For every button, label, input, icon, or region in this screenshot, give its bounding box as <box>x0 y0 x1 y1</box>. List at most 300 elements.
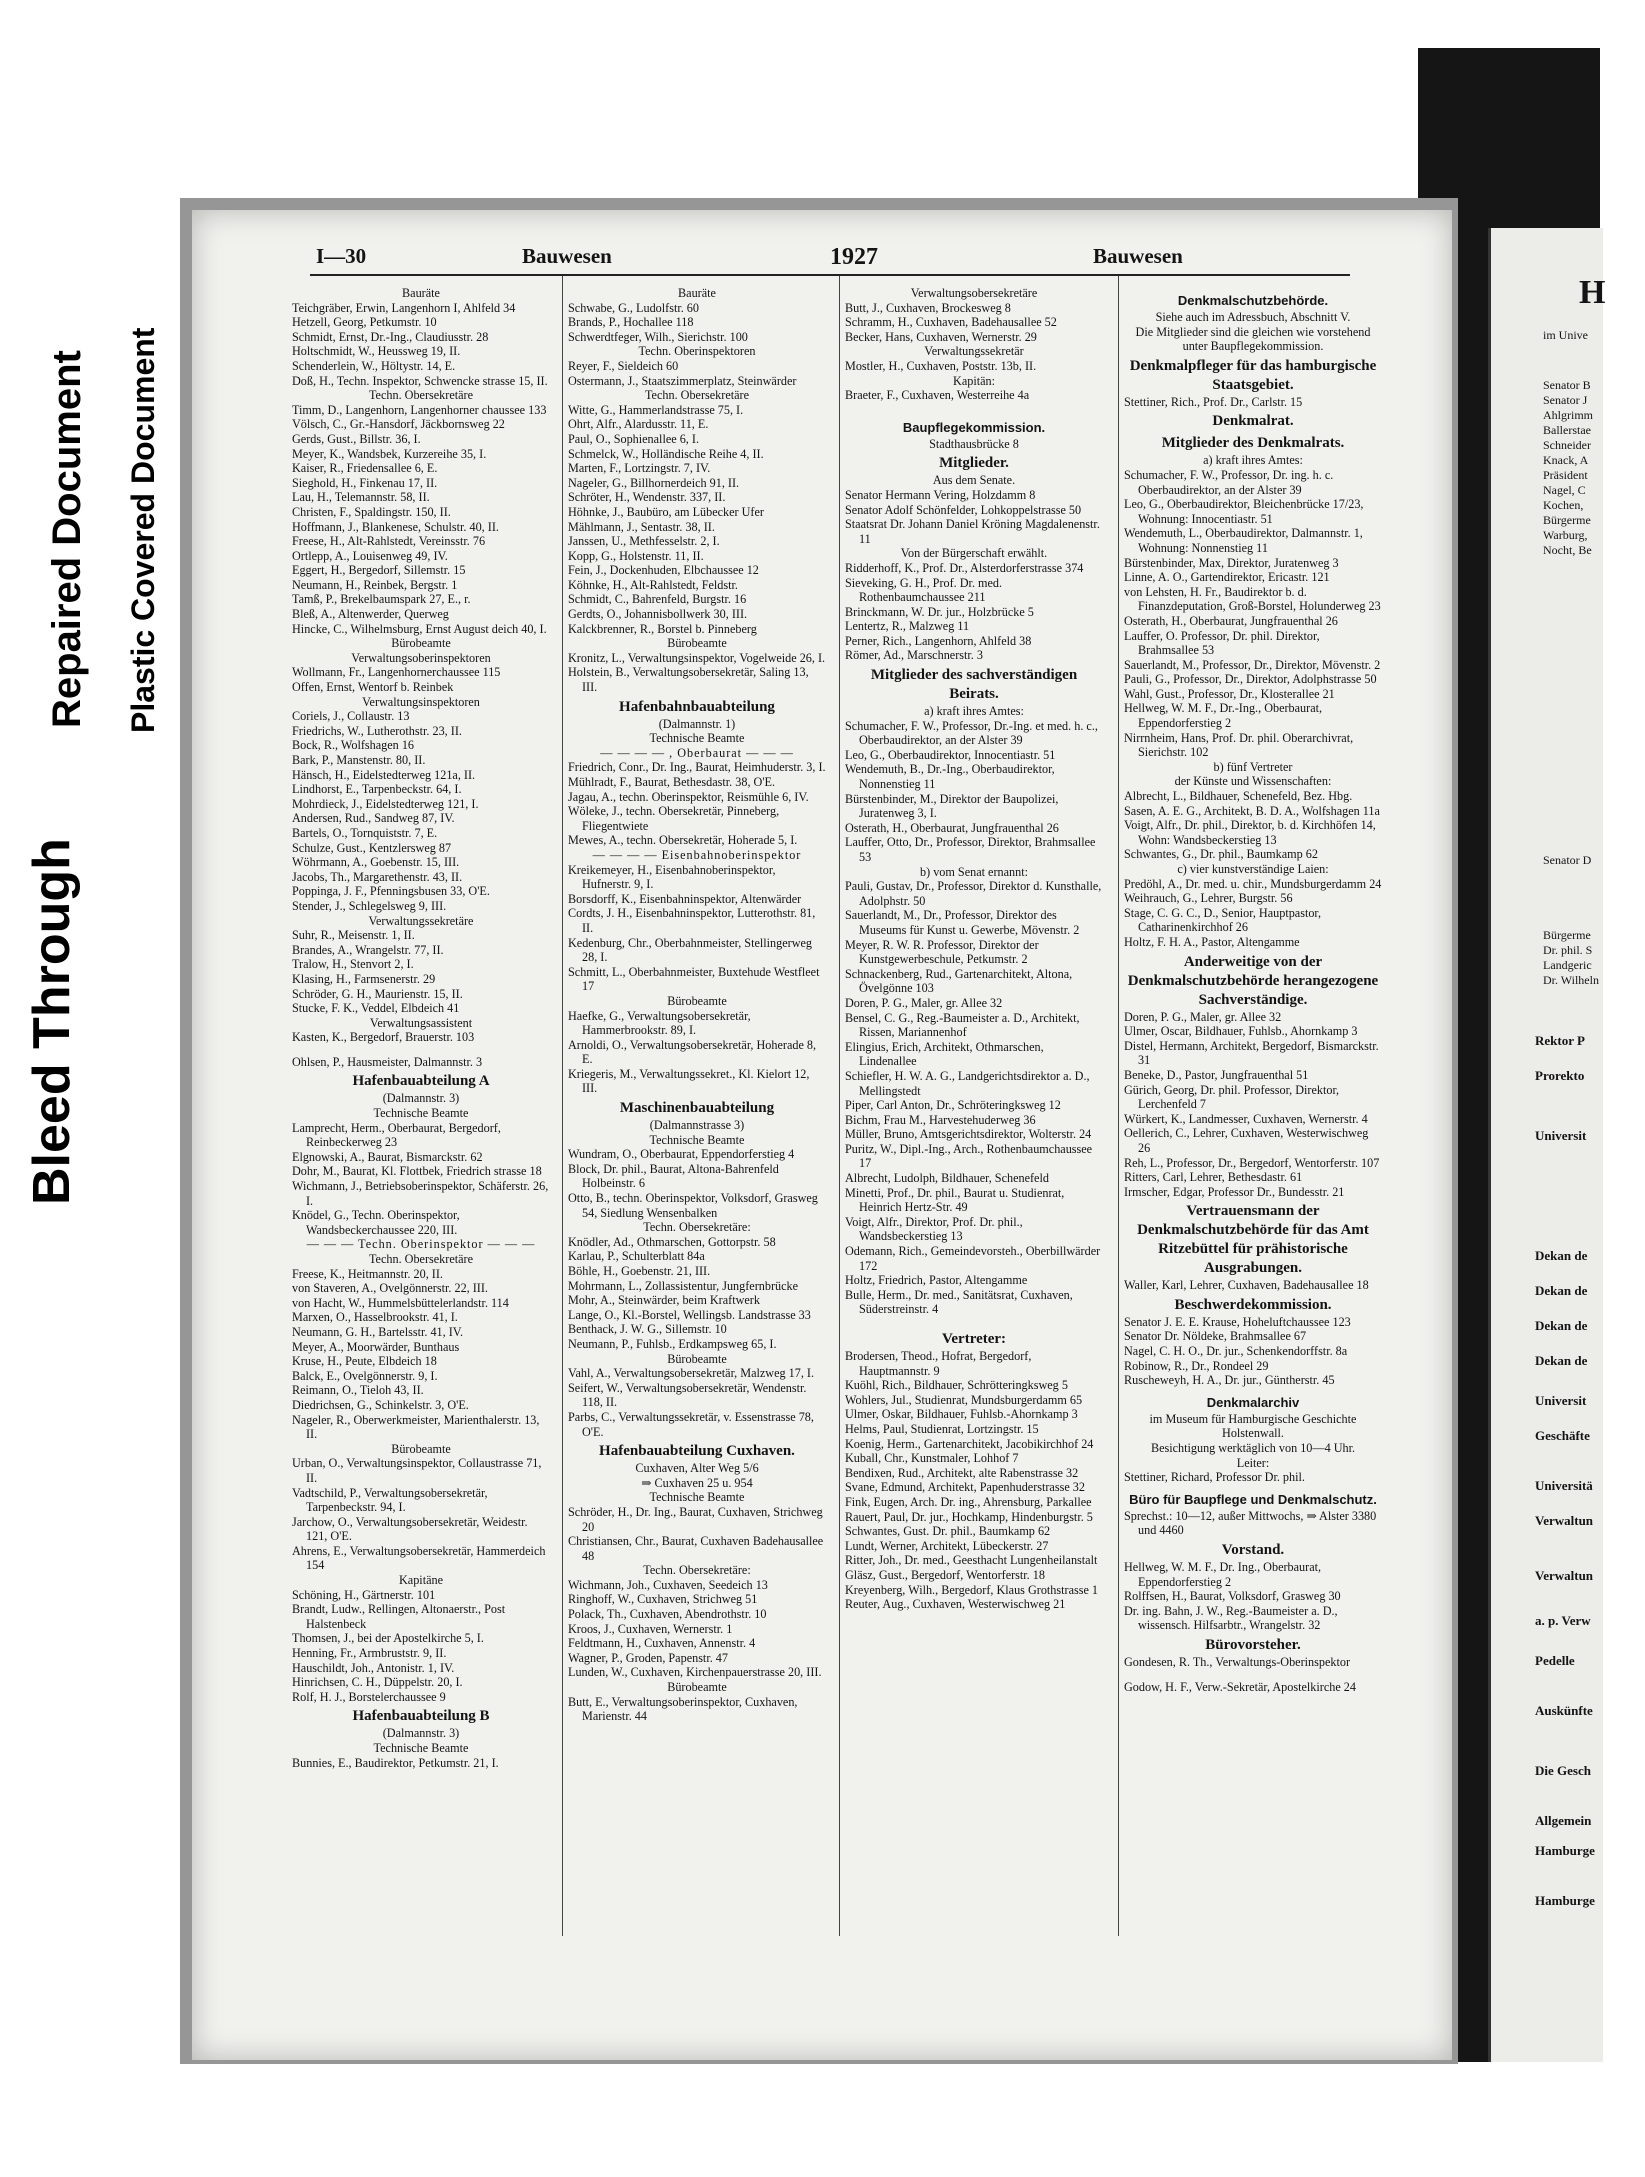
list-entry: Mühlradt, F., Baurat, Bethesdastr. 38, O'E. <box>568 775 776 789</box>
section-heading-bold: Denkmalarchiv <box>1206 1394 1300 1410</box>
list-entry: Hellweg, W. M. F., Dr. Ing., Oberbaurat, Eppendorferstieg 2 <box>1124 1560 1322 1589</box>
list-entry: Schwantes, G., Dr. phil., Baumkamp 62 <box>1124 847 1318 862</box>
list-entry: Senator Dr. Nöldeke, Brahmsallee 67 <box>1124 1329 1307 1344</box>
page-number: I—30 <box>316 244 367 268</box>
section-heading: Anderweitige von der Denkmalschutzbehörde herangezogene Sachverständige. <box>1127 953 1379 1008</box>
list-entry: Seifert, W., Verwaltungsobersekretär, Wendenstr. 118, II. <box>568 1380 807 1410</box>
subheading: ⇒ Cuxhaven 25 u. 954 <box>641 1475 753 1490</box>
list-entry: Butt, J., Cuxhaven, Brockesweg 8 <box>845 300 1011 315</box>
list-entry: Wendemuth, B., Dr.-Ing., Oberbaudirektor, Nonnenstieg 11 <box>845 762 1055 792</box>
list-entry: Reuter, Aug., Cuxhaven, Westerwischweg 21 <box>845 1597 1066 1612</box>
list-entry: Ulmer, Oskar, Bildhauer, Fuhlsb.-Ahornkamp 3 <box>845 1407 1078 1422</box>
list-entry: Coriels, J., Collaustr. 13 <box>292 709 410 724</box>
list-entry: Polack, Th., Cuxhaven, Abendrothstr. 10 <box>568 1607 767 1622</box>
adjacent-page-text: Landgeric <box>1543 958 1592 972</box>
list-entry: Kaiser, R., Friedensallee 6, E. <box>292 461 438 476</box>
list-entry: Henning, Fr., Armbruststr. 9, II. <box>292 1646 447 1661</box>
list-entry: Karlau, P., Schulterblatt 84a <box>568 1249 705 1264</box>
subheading: (Dalmannstr. 1) <box>658 716 736 731</box>
list-entry: Schmitt, L., Oberbahnmeister, Buxtehude Westfleet 17 <box>568 964 820 994</box>
list-entry: Nirrnheim, Hans, Prof. Dr. phil. Oberarchivrat, Sierichstr. 102 <box>1124 730 1354 760</box>
list-entry: Senator Hermann Vering, Holzdamm 8 <box>845 487 1036 502</box>
list-entry: Brinckmann, W. Dr. jur., Holzbrücke 5 <box>845 604 1034 619</box>
header-rule <box>310 274 1350 276</box>
list-entry: Lunden, W., Cuxhaven, Kirchenpauerstrasse 20, III. <box>568 1665 822 1680</box>
subheading: Bauräte <box>678 286 716 300</box>
list-entry: Jarchow, O., Verwaltungsobersekretär, Weidestr. 121, O'E. <box>292 1514 528 1544</box>
list-entry: Thomsen, J., bei der Apostelkirche 5, I. <box>292 1631 484 1646</box>
list-entry: Rolf, H. J., Borstelerchaussee 9 <box>292 1689 446 1704</box>
list-entry: Bock, R., Wolfshagen 16 <box>292 738 415 753</box>
list-entry: Janssen, U., Methfesselstr. 2, I. <box>568 534 720 549</box>
list-entry: Schöning, H., Gärtnerstr. 101 <box>292 1587 436 1602</box>
list-entry: Neumann, H., Reinbek, Bergstr. 1 <box>292 577 458 592</box>
list-entry: Klasing, H., Farmsenerstr. 29 <box>292 971 436 986</box>
list-entry: Sieghold, H., Finkenau 17, II. <box>292 475 438 490</box>
adjacent-page-text: Senator J <box>1543 393 1588 407</box>
list-entry: Benthack, J. W. G., Sillemstr. 10 <box>568 1322 727 1337</box>
vacancy-line: — — — — , Oberbaurat — — — <box>600 745 794 760</box>
subheading: Verwaltungsoberinspektoren <box>351 650 491 665</box>
list-entry: Predöhl, A., Dr. med. u. chir., Mundsburgerdamm 24 <box>1124 876 1382 891</box>
adjacent-page-text: Rektor P <box>1535 1033 1585 1048</box>
adjacent-page-text: Präsident <box>1543 468 1588 482</box>
list-entry: Fein, J., Dockenhuden, Elbchaussee 12 <box>568 563 759 578</box>
list-entry: Tralow, H., Stenvort 2, I. <box>292 957 414 972</box>
subheading: Verwaltungsobersekretäre <box>910 286 1038 300</box>
list-entry: Stettiner, Rich., Prof. Dr., Carlstr. 15 <box>1124 394 1303 409</box>
subheading: Die Mitglieder sind die gleichen wie vorstehend unter Baupflegekommission. <box>1135 324 1371 354</box>
subheading: der Künste und Wissenschaften: <box>1174 774 1332 789</box>
list-entry: Holtz, Friedrich, Pastor, Altengamme <box>845 1273 1028 1288</box>
list-entry: Holtschmidt, W., Heussweg 19, II. <box>292 344 461 359</box>
list-entry: Teichgräber, Erwin, Langenhorn I, Ahlfeld 34 <box>292 300 516 315</box>
adjacent-page-text: Verwaltun <box>1535 1568 1594 1583</box>
list-entry: Wöhrmann, A., Goebenstr. 15, III. <box>292 855 460 870</box>
adjacent-page-text: Schneider <box>1543 438 1591 452</box>
adjacent-page-text: Senator B <box>1543 378 1591 392</box>
list-entry: Mohrmann, L., Zollassistentur, Jungfernbrücke <box>568 1278 799 1293</box>
subheading: Bürobeamte <box>391 1441 451 1456</box>
list-entry: Lentertz, R., Malzweg 11 <box>845 619 970 634</box>
list-entry: Friedrichs, W., Lutherothstr. 23, II. <box>292 723 462 738</box>
adjacent-page-text: Universitä <box>1535 1478 1593 1493</box>
bottom-margin <box>0 2064 1600 2177</box>
list-entry: Butt, E., Verwaltungsoberinspektor, Cuxhaven, Marienstr. 44 <box>568 1694 798 1724</box>
subheading: Techn. Obersekretäre: <box>643 1563 751 1578</box>
list-entry: Wollmann, Fr., Langenhornerchaussee 115 <box>292 665 501 680</box>
list-entry: Linne, A. O., Gartendirektor, Ericastr. 121 <box>1124 570 1330 585</box>
adjacent-page-text: Bürgerme <box>1543 928 1591 942</box>
list-entry: Reyer, F., Sieldeich 60 <box>568 358 679 373</box>
list-entry: Bulle, Herm., Dr. med., Sanitätsrat, Cuxhaven, Süderstreinstr. 4 <box>845 1287 1073 1317</box>
list-entry: Odemann, Rich., Gemeindevorsteh., Oberbillwärder 172 <box>845 1244 1101 1273</box>
section-title-left: Bauwesen <box>522 244 612 268</box>
list-entry: Höhnke, J., Baubüro, am Lübecker Ufer <box>568 504 764 519</box>
list-entry: Feldtmann, H., Cuxhaven, Annenstr. 4 <box>568 1636 756 1651</box>
adjacent-page-text: Prorekto <box>1535 1068 1585 1083</box>
page-year: 1927 <box>830 244 878 270</box>
list-entry: Ruscheweyh, H. A., Dr. jur., Güntherstr. 45 <box>1124 1373 1335 1388</box>
list-entry: Schröder, H., Dr. Ing., Baurat, Cuxhaven, Strichweg 20 <box>568 1504 823 1534</box>
adjacent-page-text: Ballerstae <box>1543 423 1591 437</box>
list-entry: Schröter, H., Wendenstr. 337, II. <box>568 490 726 505</box>
list-entry: Senator J. E. E. Krause, Hoheluftchaussee 123 <box>1124 1314 1351 1329</box>
list-entry: Hänsch, H., Eidelstedterweg 121a, II. <box>292 767 476 782</box>
vacancy-line: — — — Techn. Oberinspektor — — — <box>306 1237 536 1252</box>
adjacent-page-text: Ahlgrimm <box>1543 408 1593 422</box>
adjacent-page-text: Universit <box>1535 1393 1587 1408</box>
list-entry: Würkert, K., Landmesser, Cuxhaven, Wernerstr. 4 <box>1124 1111 1368 1126</box>
list-entry: Svane, Edmund, Architekt, Papenhuderstrasse 32 <box>845 1480 1085 1495</box>
adjacent-page-text: Pedelle <box>1535 1653 1575 1668</box>
subheading: Kapitän: <box>953 373 995 388</box>
adjacent-page-fragment <box>1488 228 1606 2062</box>
list-entry: Bark, P., Manstenstr. 80, II. <box>292 753 426 767</box>
list-entry: Fink, Eugen, Arch. Dr. ing., Ahrensburg, Parkallee <box>845 1494 1092 1509</box>
list-entry: Stender, J., Schlegelsweg 9, III. <box>292 898 447 913</box>
list-entry: Paul, O., Sophienallee 6, I. <box>568 431 699 446</box>
list-entry: Koenig, Herm., Gartenarchitekt, Jacobikirchhof 24 <box>845 1436 1094 1451</box>
section-heading: Hafenbauabteilung Cuxhaven. <box>599 1443 795 1460</box>
list-entry: Elingius, Erich, Architekt, Othmarschen, Lindenallee <box>845 1039 1044 1069</box>
subheading: Bürobeamte <box>667 1351 727 1366</box>
list-entry: Brandt, Ludw., Rellingen, Altonaerstr., Post Halstenbeck <box>292 1602 506 1631</box>
list-entry: Rauert, Paul, Dr. jur., Hochkamp, Hindenburgstr. 5 <box>845 1509 1093 1524</box>
list-entry: Friedrich, Conr., Dr. Ing., Baurat, Heimhuderstr. 3, I. <box>568 760 826 775</box>
subheading: Technische Beamte <box>649 731 745 746</box>
subheading: Techn. Obersekretäre <box>368 388 474 403</box>
list-entry: Parbs, C., Verwaltungssekretär, v. Essenstrasse 78, O'E. <box>568 1409 814 1439</box>
adjacent-page-text: Universit <box>1535 1128 1587 1143</box>
list-entry: Perner, Rich., Langenhorn, Ahlfeld 38 <box>845 633 1032 648</box>
list-entry: Piper, Carl Anton, Dr., Schröteringksweg 12 <box>845 1098 1061 1113</box>
subheading: Technische Beamte <box>649 1132 745 1147</box>
list-entry: Sprechst.: 10—12, außer Mittwochs, ⇒ Alster 3380 und 4460 <box>1124 1508 1377 1538</box>
list-entry: Freese, H., Alt-Rahlstedt, Vereinsstr. 76 <box>292 534 486 549</box>
list-entry: Gerds, Gust., Billstr. 36, I. <box>292 431 421 446</box>
list-entry: Marxen, O., Hasselbrookstr. 41, I. <box>292 1310 458 1325</box>
list-entry: Kuöhl, Rich., Bildhauer, Schrötteringksweg 5 <box>845 1378 1068 1393</box>
text-column-1 <box>292 286 550 1770</box>
list-entry: Völsch, C., Gr.-Hansdorf, Jäckbornsweg 22 <box>292 417 505 432</box>
list-entry: Doß, H., Techn. Inspektor, Schwencke strasse 15, II. <box>292 373 548 388</box>
list-entry: Schmelck, W., Holländische Reihe 4, II. <box>568 446 764 461</box>
list-entry: Waller, Karl, Lehrer, Cuxhaven, Badehausallee 18 <box>1124 1278 1369 1293</box>
list-entry: Kroos, J., Cuxhaven, Wernerstr. 1 <box>568 1621 733 1636</box>
subheading: Von der Bürgerschaft erwählt. <box>900 546 1048 561</box>
column-divider <box>839 276 840 1936</box>
list-entry: Lauffer, Otto, Dr., Professor, Direktor, Brahmsallee 53 <box>845 835 1096 864</box>
list-entry: Dohr, M., Baurat, Kl. Flottbek, Friedrich strasse 18 <box>292 1164 542 1179</box>
list-entry: Senator Adolf Schönfelder, Lohkoppelstrasse 50 <box>845 502 1082 517</box>
list-entry: Mohr, A., Steinwärder, beim Kraftwerk <box>568 1293 760 1308</box>
list-entry: Köhnke, H., Alt-Rahlstedt, Feldstr. <box>568 577 738 592</box>
list-entry: Bensel, C. G., Reg.-Baumeister a. D., Architekt, Rissen, Mariannenhof <box>845 1010 1080 1040</box>
adjacent-page-text: Hamburge <box>1535 1893 1595 1908</box>
section-heading: Bürovorsteher. <box>1205 1636 1301 1653</box>
subheading: a) kraft ihres Amtes: <box>924 704 1024 719</box>
list-entry: von Hacht, W., Hummelsbüttelerlandstr. 114 <box>292 1295 509 1310</box>
subheading: Technische Beamte <box>649 1490 745 1505</box>
list-entry: Schumacher, F. W., Professor, Dr.-Ing. et med. h. c., Oberbaudirektor, an der Alster 39 <box>845 718 1098 748</box>
adjacent-page-text: Geschäfte <box>1535 1428 1590 1443</box>
list-entry: Offen, Ernst, Wentorf b. Reinbek <box>292 680 454 695</box>
list-entry: von Lehsten, H. Fr., Baudirektor b. d. Finanzdeputation, Groß-Borstel, Holunderweg 23 <box>1124 584 1381 614</box>
spacer <box>292 1045 550 1055</box>
subheading: Verwaltungssekretäre <box>368 913 474 928</box>
list-entry: Mostler, H., Cuxhaven, Poststr. 13b, II. <box>845 358 1037 373</box>
adjacent-page-text: Nocht, Be <box>1543 543 1592 557</box>
list-entry: Ulmer, Oscar, Bildhauer, Fuhlsb., Ahornkamp 3 <box>1124 1024 1358 1039</box>
list-entry: Reh, L., Professor, Dr., Bergedorf, Wentorferstr. 107 <box>1124 1155 1380 1170</box>
list-entry: Stettiner, Richard, Professor Dr. phil. <box>1124 1470 1305 1485</box>
subheading: Bauräte <box>402 286 440 300</box>
list-entry: Holtz, F. H. A., Pastor, Altengamme <box>1124 934 1300 949</box>
list-entry: Meyer, K., Wandsbek, Kurzereihe 35, I. <box>292 446 487 461</box>
list-entry: Wendemuth, L., Oberbaudirektor, Dalmannstr. 1, Wohnung: Nonnenstieg 11 <box>1124 526 1363 555</box>
list-entry: Ohlsen, P., Hausmeister, Dalmannstr. 3 <box>292 1054 483 1069</box>
list-entry: Schmidt, C., Bahrenfeld, Burgstr. 16 <box>568 592 747 607</box>
section-heading: Denkmalrat. <box>1212 413 1294 430</box>
adjacent-page-text: Senator D <box>1543 853 1592 867</box>
subheading: b) vom Senat ernannt: <box>920 864 1028 879</box>
list-entry: Robinow, R., Dr., Rondeel 29 <box>1124 1358 1269 1373</box>
list-entry: Wundram, O., Oberbaurat, Eppendorferstieg 4 <box>568 1147 795 1162</box>
list-entry: Pauli, Gustav, Dr., Professor, Direktor d. Kunsthalle, Adolphstr. 50 <box>845 879 1102 908</box>
list-entry: Voigt, Alfr., Direktor, Prof. Dr. phil., Wandsbeckerstieg 13 <box>845 1214 1023 1244</box>
list-entry: Kopp, G., Holstenstr. 11, II. <box>568 548 704 563</box>
subheading: c) vier kunstverständige Laien: <box>1177 862 1329 876</box>
list-entry: Schumacher, F. W., Professor, Dr. ing. h. c. Oberbaudirektor, an der Alster 39 <box>1124 467 1334 497</box>
list-entry: Bürstenbinder, M., Direktor der Baupolizei, Juratenweg 3, I. <box>845 791 1059 821</box>
list-entry: Sasen, A. E. G., Architekt, B. D. A., Wolfshagen 11a <box>1124 803 1380 818</box>
list-entry: Osterath, H., Oberbaurat, Jungfrauenthal 26 <box>1124 613 1338 628</box>
subheading: Verwaltungsinspektoren <box>362 694 480 709</box>
list-entry: Dr. ing. Bahn, J. W., Reg.-Baumeister a. D., wissensch. Hilfsarbtr., Wrangelstr. 32 <box>1124 1603 1338 1633</box>
list-entry: Neumann, G. H., Bartelsstr. 41, IV. <box>292 1324 464 1339</box>
list-entry: Kuball, Chr., Kunstmaler, Lohhof 7 <box>845 1451 1019 1466</box>
adjacent-page-text: Dr. Wilheln <box>1543 973 1599 987</box>
subheading: Cuxhaven, Alter Weg 5/6 <box>635 1461 759 1476</box>
list-entry: Leo, G., Oberbaudirektor, Innocentiastr. 51 <box>845 747 1056 762</box>
list-entry: Vadtschild, P., Verwaltungsobersekretär, Tarpenbeckstr. 94, I. <box>292 1485 488 1515</box>
spacer <box>845 1317 1103 1327</box>
subheading: a) kraft ihres Amtes: <box>1203 453 1303 468</box>
section-heading: Maschinenbauabteilung <box>619 1100 775 1117</box>
list-entry: Albrecht, L., Bildhauer, Schenefeld, Bez. Hbg. <box>1124 789 1353 804</box>
list-entry: Stage, C. G. C., D., Senior, Hauptpastor, Catharinenkirchhof 26 <box>1124 905 1322 935</box>
list-entry: Albrecht, Ludolph, Bildhauer, Schenefeld <box>845 1171 1049 1186</box>
section-heading: Mitglieder. <box>939 455 1009 472</box>
list-entry: Hauschildt, Joh., Antonistr. 1, IV. <box>292 1660 455 1675</box>
section-heading: Hafenbauabteilung A <box>352 1073 490 1090</box>
list-entry: Braeter, F., Cuxhaven, Westerreihe 4a <box>845 388 1030 403</box>
subheading: Bürobeamte <box>391 636 451 651</box>
subheading: Siehe auch im Adressbuch, Abschnitt V. <box>1155 310 1351 324</box>
list-entry: Otto, B., techn. Oberinspektor, Volksdorf, Grasweg 54, Siedlung Wensenbalken <box>568 1191 818 1220</box>
adjacent-page-text: a. p. Verw <box>1535 1613 1591 1628</box>
list-entry: Andersen, Rud., Sandweg 87, IV. <box>292 811 455 826</box>
list-entry: Osterath, H., Oberbaurat, Jungfrauenthal 26 <box>845 820 1059 835</box>
adjacent-page-text: Die Gesch <box>1535 1763 1591 1778</box>
list-entry: Bunnies, E., Baudirektor, Petkumstr. 21, I. <box>292 1755 499 1770</box>
adjacent-page-text: im Unive <box>1543 328 1588 342</box>
list-entry: Leo, G., Oberbaudirektor, Bleichenbrücke 17/23, Wohnung: Innocentiastr. 51 <box>1124 497 1364 526</box>
list-entry: Hoffmann, J., Blankenese, Schulstr. 40, II. <box>292 519 499 534</box>
subheading: Bürobeamte <box>667 993 727 1008</box>
list-entry: Gondesen, R. Th., Verwaltungs-Oberinspektor <box>1124 1654 1350 1669</box>
list-entry: Kreikemeyer, H., Eisenbahnoberinspektor, Hufnerstr. 9, I. <box>568 862 776 892</box>
list-entry: Kronitz, L., Verwaltungsinspektor, Vogelweide 26, I. <box>568 650 826 665</box>
list-entry: Ritters, Carl, Lehrer, Bethesdastr. 61 <box>1124 1170 1303 1185</box>
list-entry: Distel, Hermann, Architekt, Bergedorf, Bismarckstr. 31 <box>1124 1038 1379 1068</box>
subheading: Techn. Oberinspektoren <box>638 344 756 359</box>
list-entry: Kalckbrenner, R., Borstel b. Pinneberg <box>568 621 757 636</box>
list-entry: Wohlers, Jul., Studienrat, Mundsburgerdamm 65 <box>845 1392 1083 1407</box>
list-entry: Beneke, D., Pastor, Jungfrauenthal 51 <box>1124 1067 1309 1082</box>
list-entry: Doren, P. G., Maler, gr. Allee 32 <box>1124 1009 1282 1024</box>
list-entry: Schwerdtfeger, Wilh., Sierichstr. 100 <box>568 329 748 344</box>
subheading: Besichtigung werktäglich von 10—4 Uhr. <box>1150 1441 1356 1456</box>
list-entry: Arnoldi, O., Verwaltungsobersekretär, Hoherade 8, E. <box>568 1037 817 1067</box>
list-entry: Schramm, H., Cuxhaven, Badehausallee 52 <box>845 315 1057 330</box>
list-entry: Wagner, P., Groden, Papenstr. 47 <box>568 1650 728 1665</box>
list-entry: Schulze, Gust., Kentzlersweg 87 <box>292 840 452 855</box>
list-entry: Haefke, G., Verwaltungsobersekretär, Hammerbrookstr. 89, I. <box>568 1008 751 1038</box>
list-entry: Voigt, Alfr., Dr. phil., Direktor, b. d. Kirchhöfen 14, Wohn: Wandsbeckerstieg 13 <box>1124 818 1376 847</box>
subheading: Bürobeamte <box>667 1680 727 1695</box>
adjacent-page-text: Dr. phil. S <box>1543 943 1593 957</box>
list-entry: Bendixen, Rud., Architekt, alte Rabenstrasse 32 <box>845 1465 1079 1480</box>
section-heading: Mitglieder des sachverständigen Beirats. <box>870 667 1078 703</box>
list-entry: Gerdts, O., Johannisbollwerk 30, III. <box>568 607 748 622</box>
subheading: Techn. Obersekretäre <box>644 388 750 403</box>
list-entry: Bürstenbinder, Max, Direktor, Juratenweg 3 <box>1124 555 1339 570</box>
list-entry: Lindhorst, E., Tarpenbeckstr. 64, I. <box>292 782 462 797</box>
list-entry: Kriegeris, M., Verwaltungssekret., Kl. Kielort 12, III. <box>568 1066 810 1096</box>
subheading: Bürobeamte <box>667 636 727 651</box>
adjacent-page-text: Nagel, C <box>1543 483 1586 497</box>
list-entry: Ringhoff, W., Cuxhaven, Strichweg 51 <box>568 1592 758 1607</box>
list-entry: Borsdorff, K., Eisenbahninspektor, Altenwärder <box>568 891 802 906</box>
list-entry: Lau, H., Telemannstr. 58, II. <box>292 490 430 505</box>
list-entry: Gläsz, Gust., Bergedorf, Wentorferstr. 18 <box>845 1567 1045 1582</box>
list-entry: Böhle, H., Goebenstr. 21, III. <box>568 1264 711 1278</box>
list-entry: Hellweg, W. M. F., Dr.-Ing., Oberbaurat, Eppendorferstieg 2 <box>1124 701 1323 731</box>
text-column-2 <box>568 286 826 1724</box>
column-divider <box>562 276 563 1936</box>
list-entry: Neumann, P., Fuhlsb., Erdkampsweg 65, I. <box>568 1336 777 1351</box>
list-entry: Mewes, A., techn. Obersekretär, Hoherade 5, I. <box>568 833 798 848</box>
list-entry: Hetzell, Georg, Petkumstr. 10 <box>292 315 437 330</box>
list-entry: Staatsrat Dr. Johann Daniel Kröning Magdalenenstr. 11 <box>845 517 1100 546</box>
subheading: Kapitäne <box>399 1573 443 1588</box>
list-entry: Jagau, A., techn. Oberinspektor, Reismühle 6, IV. <box>568 789 809 804</box>
list-entry: Stucke, F. K., Veddel, Elbdeich 41 <box>292 1001 460 1016</box>
subheading: Techn. Obersekretäre <box>368 1252 474 1266</box>
list-entry: Lundt, Werner, Architekt, Lübeckerstr. 27 <box>845 1538 1049 1553</box>
adjacent-page-text: Auskünfte <box>1535 1703 1593 1718</box>
list-entry: Freese, K., Heitmannstr. 20, II. <box>292 1266 443 1281</box>
list-entry: Knödel, G., Techn. Oberinspektor, Wandsbeckerchaussee 220, III. <box>292 1208 460 1237</box>
list-entry: Schnackenberg, Rud., Gartenarchitekt, Altona, Övelgönne 103 <box>845 966 1073 996</box>
list-entry: Becker, Hans, Cuxhaven, Wernerstr. 29 <box>845 329 1037 344</box>
stamp-bleed-through: Bleed Through <box>23 838 81 1205</box>
list-entry: Suhr, R., Meisenstr. 1, II. <box>292 928 415 943</box>
list-entry: Schwantes, Gust. Dr. phil., Baumkamp 62 <box>845 1524 1051 1539</box>
section-heading: Vorstand. <box>1221 1542 1285 1558</box>
list-entry: Sauerlandt, M., Professor, Dr., Direktor, Mövenstr. 2 <box>1124 657 1381 672</box>
list-entry: Holstein, B., Verwaltungsobersekretär, Saling 13, III. <box>568 665 809 695</box>
adjacent-page-text: Allgemein <box>1535 1813 1592 1828</box>
list-entry: Minetti, Prof., Dr. phil., Baurat u. Studienrat, Heinrich Hertz-Str. 49 <box>845 1185 1065 1215</box>
list-entry: Elgnowski, A., Baurat, Bismarckstr. 62 <box>292 1149 483 1164</box>
list-entry: Wichmann, Joh., Cuxhaven, Seedeich 13 <box>568 1577 768 1592</box>
list-entry: Nageler, G., Billhornerdeich 91, II. <box>568 475 740 490</box>
list-entry: Urban, O., Verwaltungsinspektor, Collaustrasse 71, II. <box>292 1456 542 1485</box>
section-heading-bold: Denkmalschutzbehörde. <box>1177 293 1329 308</box>
list-entry: Kreyenberg, Wilh., Bergedorf, Klaus Grothstrasse 1 <box>845 1582 1099 1597</box>
list-entry: Tamß, P., Brekelbaumspark 27, E., r. <box>292 592 471 607</box>
list-entry: Ostermann, J., Staatszimmerplatz, Steinwärder <box>568 373 797 388</box>
list-entry: Knödler, Ad., Othmarschen, Gottorpstr. 58 <box>568 1234 776 1249</box>
list-entry: Lange, O., Kl.-Borstel, Wellingsb. Landstrasse 33 <box>568 1307 811 1322</box>
list-entry: Kasten, K., Bergedorf, Brauerstr. 103 <box>292 1030 475 1045</box>
section-heading: Beschwerdekommission. <box>1174 1296 1332 1313</box>
adjacent-page-text: Hamburge <box>1535 1843 1595 1858</box>
list-entry: Sauerlandt, M., Dr., Professor, Direktor des Museums für Kunst u. Gewerbe, Mövenstr. 2 <box>845 908 1080 937</box>
list-entry: Christiansen, Chr., Baurat, Cuxhaven Badehausallee 48 <box>568 1534 824 1563</box>
list-entry: Pauli, G., Professor, Dr., Direktor, Adolphstrasse 50 <box>1124 672 1377 687</box>
list-entry: Römer, Ad., Marschnerstr. 3 <box>845 648 983 663</box>
subheading: Stadthausbrücke 8 <box>929 436 1019 451</box>
list-entry: Ahrens, E., Verwaltungsobersekretär, Hammerdeich 154 <box>292 1543 546 1573</box>
list-entry: Brandes, A., Wrangelstr. 77, II. <box>292 942 444 957</box>
subheading: (Dalmannstrasse 3) <box>649 1118 745 1133</box>
list-entry: Wahl, Gust., Professor, Dr., Klosterallee 21 <box>1124 686 1335 701</box>
list-entry: Brodersen, Theod., Hofrat, Bergedorf, Hauptmannstr. 9 <box>845 1349 1032 1378</box>
list-entry: Kruse, H., Peute, Elbdeich 18 <box>292 1354 437 1369</box>
section-heading: Vertrauensmann der Denkmalschutzbehörde für das Amt Ritzebüttel für prähistorische Ausgrabungen. <box>1137 1203 1369 1277</box>
text-column-4 <box>1124 286 1382 1694</box>
list-entry: Wöleke, J., techn. Obersekretär, Pinneberg, Fliegentwiete <box>568 804 780 833</box>
list-entry: Schröder, G. H., Maurienstr. 15, II. <box>292 986 463 1001</box>
list-entry: Hinrichsen, C. H., Düppelstr. 20, I. <box>292 1675 463 1690</box>
section-heading: Vertreter: <box>941 1331 1007 1347</box>
list-entry: Vahl, A., Verwaltungsobersekretär, Malzweg 17, I. <box>568 1366 815 1381</box>
adjacent-page-text: Warburg, <box>1543 528 1588 542</box>
list-entry: Bartels, O., Tornquiststr. 7, E. <box>292 825 438 840</box>
subheading: Technische Beamte <box>373 1106 469 1121</box>
section-title-right: Bauwesen <box>1093 244 1183 268</box>
list-entry: Ortlepp, A., Louisenweg 49, IV. <box>292 548 448 563</box>
adjacent-page-text: Dekan de <box>1535 1353 1588 1368</box>
section-heading: Denkmalpfleger für das hamburgische Staatsgebiet. <box>1129 357 1377 393</box>
list-entry: Brands, P., Hochallee 118 <box>568 315 694 330</box>
adjacent-page-text: Dekan de <box>1535 1318 1588 1333</box>
adjacent-page-text: Bürgerme <box>1543 513 1591 527</box>
list-entry: Mählmann, J., Sentastr. 38, II. <box>568 519 715 534</box>
list-entry: Kedenburg, Chr., Oberbahnmeister, Stellingerweg 28, I. <box>568 935 812 965</box>
subheading: b) fünf Vertreter <box>1213 759 1293 774</box>
list-entry: Nagel, C. H. O., Dr. jur., Schenkendorffstr. 8a <box>1124 1344 1348 1359</box>
list-entry: Rolffsen, H., Baurat, Volksdorf, Grasweg 30 <box>1124 1589 1341 1604</box>
list-entry: Ridderhoff, K., Prof. Dr., Alsterdorferstrasse 374 <box>845 560 1084 575</box>
stamp-repaired-document: Repaired Document <box>45 350 89 728</box>
vacancy-line: — — — — Eisenbahnoberinspektor <box>592 847 802 862</box>
list-entry: Lamprecht, Herm., Oberbaurat, Bergedorf, Reinbeckerweg 23 <box>292 1120 501 1150</box>
